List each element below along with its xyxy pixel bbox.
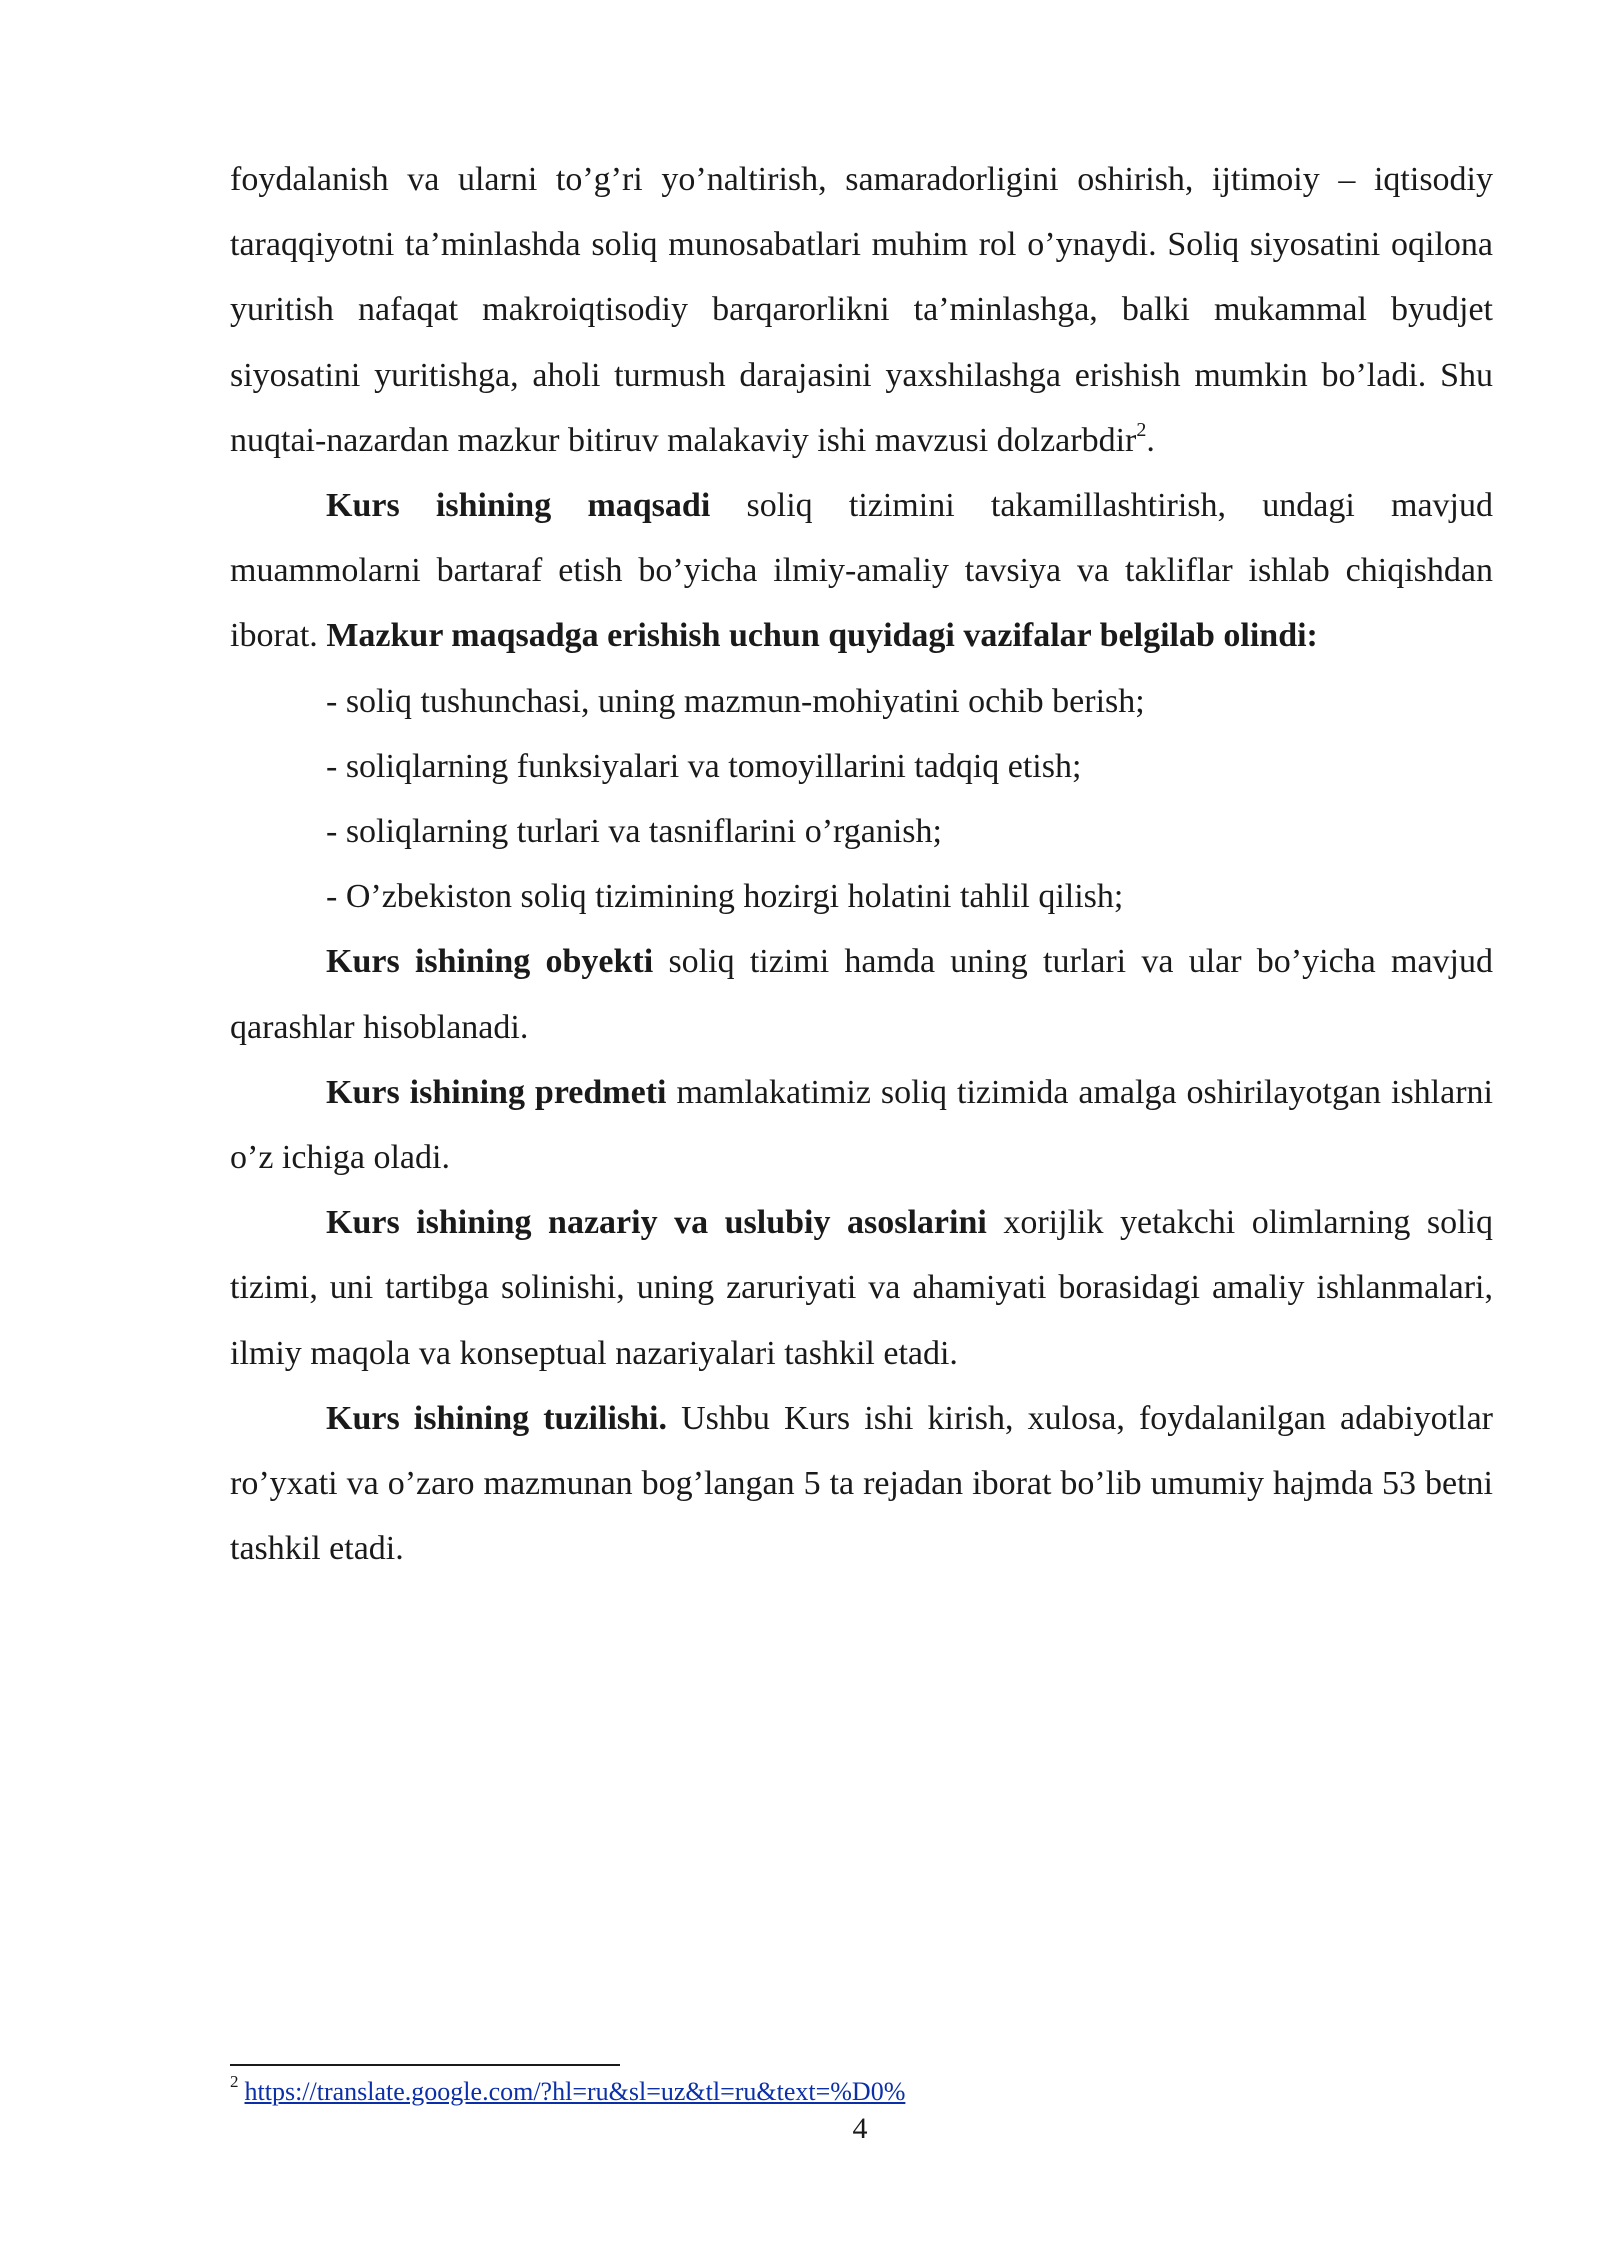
body-text: [230, 147, 1493, 1581]
object-heading: Kurs ishining obyekti: [326, 943, 654, 981]
structure-heading: Kurs ishining tuzilishi.: [326, 1399, 667, 1437]
subject-text: mamlakatimiz soliq tizimida amalga oshirilayotgan ishlarni o’z ichiga oladi.: [230, 1073, 1493, 1177]
paragraph-object: [230, 929, 1493, 1059]
paragraph-goal: [230, 473, 1493, 669]
footnote-number: 2: [230, 2072, 239, 2092]
footnote-reference[interactable]: 2: [1136, 419, 1147, 442]
task-item-3: - soliqlarning turlari va tasniflarini o’rganish;: [326, 813, 942, 851]
paragraph-subject: [230, 1060, 1493, 1190]
object-text: soliq tizimi hamda uning turlari va ular bo’yicha mavjud qarashlar hisoblanadi.: [230, 943, 1494, 1046]
structure-text: Ushbu Kurs ishi kirish, xulosa, foydalanilgan adabiyotlar ro’yxati va o’zaro mazmunan bog’langan 5 ta rejadan iborat bo’lib umumiy hajmda 53 betni tashkil etadi.: [230, 1399, 1493, 1568]
footnote-separator: [230, 2064, 620, 2066]
paragraph-end: .: [1146, 421, 1155, 459]
paragraph-structure: [230, 1386, 1493, 1582]
task-item-2: - soliqlarning funksiyalari va tomoyillarini tadqiq etish;: [326, 747, 1082, 785]
foundations-text: xorijlik yetakchi olimlarning soliq tizimi, uni tartibga solinishi, uning zaruriyati va ahamiyati borasidagi amaliy ishlanmalari, ilmiy maqola va konseptual nazariyalari tashkil etadi.: [230, 1204, 1493, 1372]
goal-heading: Kurs ishining maqsadi: [326, 487, 711, 525]
paragraph-introduction: [230, 147, 1493, 473]
goal-text: soliq tizimini takamillashtirish, undagi mavjud muammolarni bartaraf etish bo’yicha ilmiy-amaliy tavsiya va takliflar ishlab chiqishdan iborat.: [230, 487, 1494, 655]
subject-heading: Kurs ishining predmeti: [326, 1073, 667, 1111]
page-number: 4: [852, 2112, 868, 2145]
paragraph-foundations: [230, 1190, 1493, 1386]
task-item-4: - O’zbekiston soliq tizimining hozirgi holatini tahlil qilish;: [326, 878, 1124, 916]
footnote-link[interactable]: https://translate.google.com/?hl=ru&sl=uz&tl=ru&text=%D0%: [244, 2077, 906, 2106]
tasks-heading: Mazkur maqsadga erishish uchun quyidagi vazifalar belgilab olindi:: [326, 617, 1318, 655]
foundations-heading: Kurs ishining nazariy va uslubiy asoslarini: [326, 1204, 987, 1242]
footnote: [230, 2072, 906, 2108]
task-item-1: - soliq tushunchasi, uning mazmun-mohiyatini ochib berish;: [326, 682, 1145, 720]
paragraph-text: foydalanish va ularni to’g’ri yo’naltirish, samaradorligini oshirish, ijtimoiy – iqtisodiy taraqqiyotni ta’minlashda soliq munosabatlari muhim rol o’ynaydi. Soliq siyosatini oqilona yuritish nafaqat makroiqtisodiy barqarorlikni ta’minlashga, balki mukammal byudjet siyosatini yuritishga, aholi turmush darajasini yaxshilashga erishish mumkin bo’ladi. Shu nuqtai-nazardan mazkur bitiruv malakaviy ishi mavzusi dolzarbdir: [230, 161, 1493, 459]
